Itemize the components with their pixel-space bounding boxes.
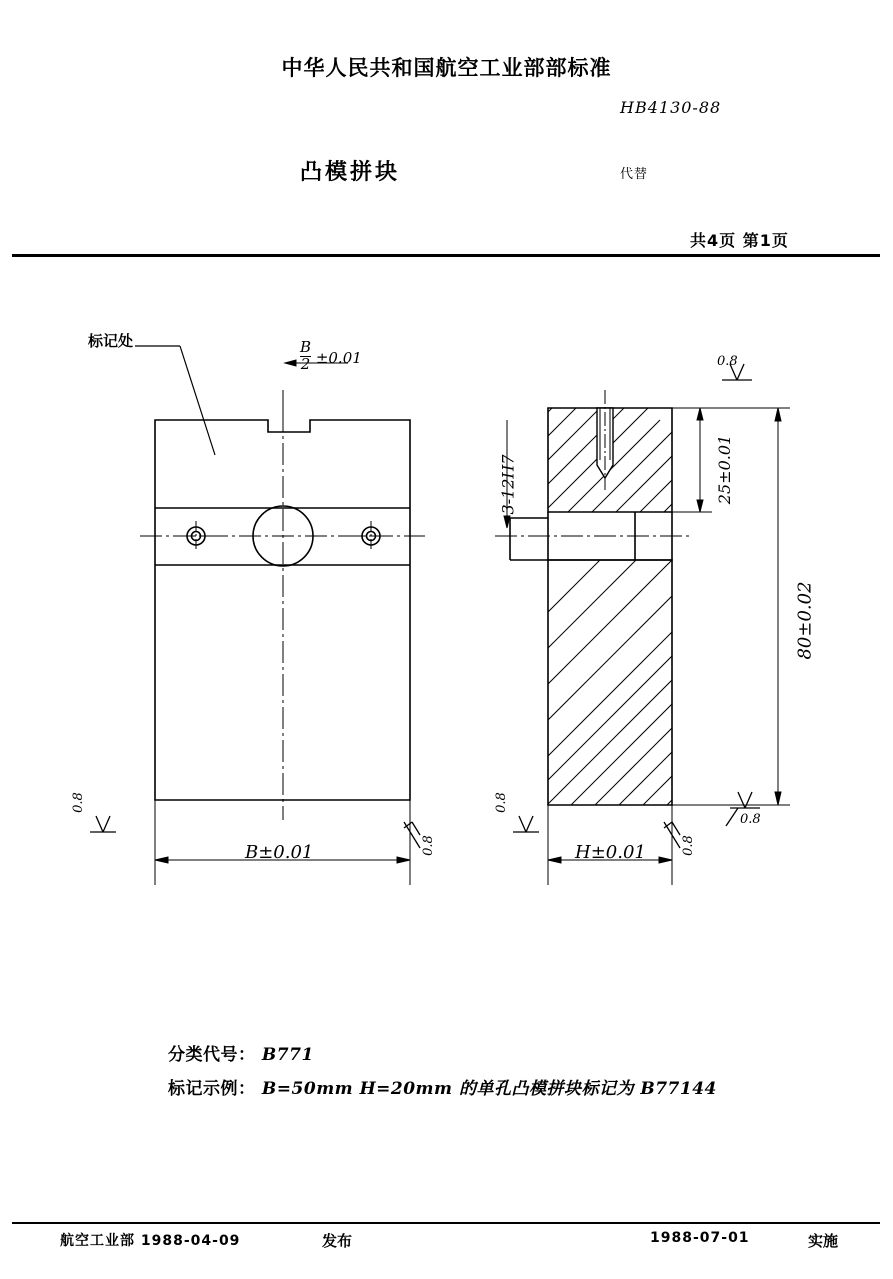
ministry-title: 中华人民共和国航空工业部部标准	[281, 56, 612, 80]
half-width-denominator: 2	[300, 354, 311, 373]
header-divider	[12, 254, 880, 257]
notes-block	[168, 1038, 717, 1106]
marking-example-line	[168, 1072, 717, 1106]
half-width-numerator: B	[300, 338, 312, 356]
side-roughness-bottom: 0.8	[740, 812, 761, 827]
page-count: 共4页 第1页	[690, 231, 789, 250]
footer-issuer-date: 航空工业部 1988-04-09	[60, 1233, 241, 1249]
footer-effective-label: 实施	[808, 1232, 839, 1250]
footer-issue-label: 发布	[322, 1232, 353, 1250]
footer-divider	[12, 1222, 880, 1224]
drawing-svg	[0, 260, 893, 1020]
classification-label: 分类代号：	[168, 1045, 256, 1065]
front-roughness-left: 0.8	[70, 792, 86, 813]
side-roughness-right: 0.8	[680, 835, 696, 856]
technical-drawing	[0, 260, 893, 1020]
thickness-dimension: H±0.01	[575, 842, 646, 863]
footer-effective-date: 1988-07-01	[650, 1230, 750, 1246]
half-width-dimension	[300, 340, 362, 373]
marking-note-label: 标记处	[88, 332, 134, 350]
marking-example-label: 标记示例：	[168, 1079, 256, 1099]
marking-example-value: B=50mm H=20mm 的单孔凸模拼块标记为 B77144	[261, 1079, 717, 1099]
top-height-dimension: 25±0.01	[715, 434, 735, 505]
total-height-dimension: 80±0.02	[794, 581, 816, 660]
front-width-dimension: B±0.01	[245, 842, 314, 863]
classification-value: B771	[261, 1045, 314, 1065]
half-width-tolerance: ±0.01	[315, 348, 362, 367]
replaces-label: 代替	[620, 167, 649, 182]
side-roughness-top: 0.8	[717, 354, 738, 369]
front-roughness-right: 0.8	[420, 835, 436, 856]
hole-spec-label: 3-12H7	[498, 454, 518, 515]
classification-line	[168, 1038, 717, 1072]
standard-number: HB4130-88	[620, 98, 722, 117]
side-roughness-left: 0.8	[493, 792, 509, 813]
part-name-title: 凸模拼块	[300, 160, 401, 185]
